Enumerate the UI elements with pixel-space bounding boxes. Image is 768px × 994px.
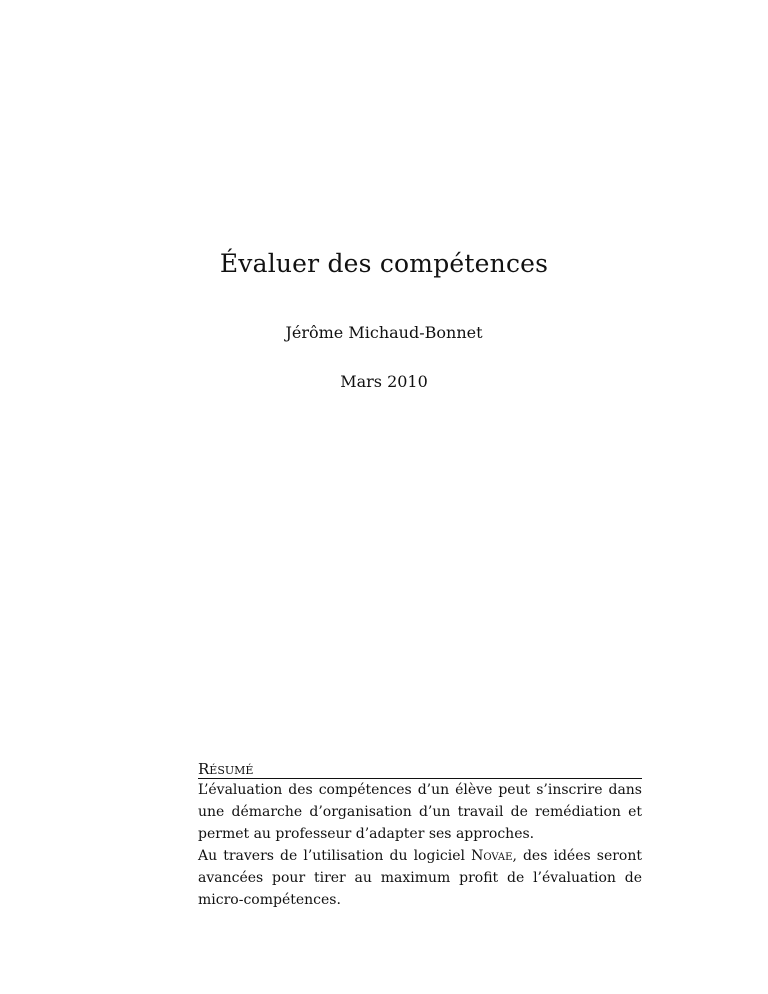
abstract-section (198, 760, 642, 911)
abstract-paragraph-2-start: Au travers de l’utilisation du logiciel (198, 848, 472, 864)
abstract-paragraph-2-end: , des idées seront avancées pour tirer au maximum profit de l’évaluation de micro-compétences. (198, 848, 642, 908)
document-author: Jérôme Michaud-Bonnet (285, 323, 483, 342)
abstract-paragraph-2 (198, 845, 642, 911)
abstract-body (198, 779, 642, 911)
abstract-heading: Résumé (198, 760, 642, 779)
document-date: Mars 2010 (340, 372, 428, 391)
software-name: Novae (471, 848, 513, 864)
abstract-paragraph-1: L’évaluation des compétences d’un élève peut s’inscrire dans une démarche d’organisation d’un travail de remédiation et permet au professeur d’adapter ses approches. (198, 782, 642, 842)
document-title: Évaluer des compétences (219, 249, 549, 278)
